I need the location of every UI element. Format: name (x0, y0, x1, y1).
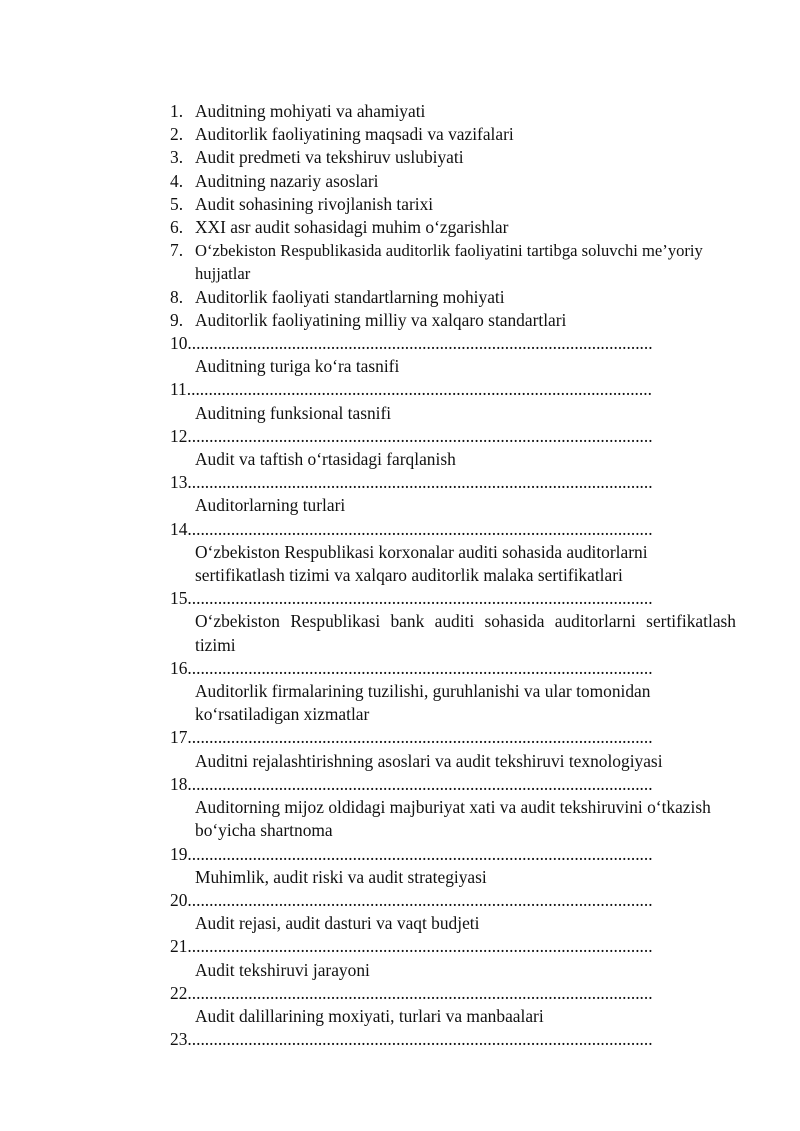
toc-leader-line (170, 425, 736, 448)
toc-leader-line (170, 935, 736, 958)
toc-entry-number: 1. (170, 101, 184, 121)
toc-entry-number: 21. (170, 936, 192, 957)
toc-entry (170, 286, 736, 309)
toc-leader-line (170, 518, 736, 541)
toc-entry-title: O‘zbekiston Respublikasi bank auditi sohasida auditorlarni sertifikatlash tizimi (195, 611, 736, 655)
toc-entry-title: Audit sohasining rivojlanish tarixi (195, 193, 434, 214)
toc-leader-dots: .......................................................................................................... (191, 889, 653, 910)
toc-entry-number: 3. (170, 147, 184, 168)
toc-entry-number: 20. (170, 889, 192, 910)
toc-leader-line (170, 982, 736, 1005)
toc-leader-line (170, 843, 736, 866)
toc-leader-line (170, 1028, 736, 1051)
toc-entry (170, 425, 736, 471)
toc-entry-number: 10. (170, 333, 192, 354)
toc-entry (170, 843, 736, 889)
toc-entry (170, 378, 736, 424)
toc-entry (170, 982, 736, 1028)
toc-entry (170, 1028, 736, 1051)
toc-entry (170, 587, 736, 657)
toc-leader-dots: .......................................................................................................... (191, 472, 653, 493)
toc-leader-line (170, 726, 736, 749)
toc-entry-title: O‘zbekiston Respublikasida auditorlik faoliyatini tartibga soluvchi me’yoriy hujjatlar (195, 241, 703, 284)
table-of-contents (170, 100, 736, 1051)
toc-entry (170, 471, 736, 517)
toc-leader-dots: .......................................................................................................... (191, 333, 653, 354)
toc-entry-number: 15. (170, 588, 192, 609)
toc-entry (170, 773, 736, 843)
toc-entry (170, 239, 736, 285)
toc-entry-number: 12. (170, 425, 192, 446)
toc-entry-title: Auditning mohiyati va ahamiyati (195, 101, 426, 121)
toc-entry-number: 22. (170, 982, 192, 1003)
toc-leader-dots: .......................................................................................................... (191, 936, 653, 957)
toc-entry (170, 935, 736, 981)
toc-entry (170, 726, 736, 772)
toc-entry-title: Auditorning mijoz oldidagi majburiyat xati va audit tekshiruvini o‘tkazish bo‘yicha shartnoma (195, 797, 711, 841)
toc-entry (170, 657, 736, 727)
toc-entry-title: Audit va taftish o‘rtasidagi farqlanish (195, 449, 456, 470)
toc-entry-title: Auditning turiga ko‘ra tasnifi (195, 356, 400, 377)
toc-leader-line (170, 378, 736, 401)
toc-leader-dots: .......................................................................................................... (191, 727, 653, 748)
toc-leader-dots: .......................................................................................................... (191, 982, 653, 1003)
toc-entry-title: Auditning funksional tasnifi (195, 402, 392, 423)
toc-entry-number: 23. (170, 1029, 192, 1050)
toc-entry-title: O‘zbekiston Respublikasi korxonalar auditi sohasida auditorlarni sertifikatlash tizimi va xalqaro auditorlik malaka sertifikatlari (195, 541, 648, 586)
toc-leader-line (170, 657, 736, 680)
toc-entry (170, 309, 736, 332)
toc-entry (170, 146, 736, 169)
toc-leader-line (170, 587, 736, 610)
toc-entry-number: 4. (170, 170, 184, 191)
toc-entry-number: 18. (170, 773, 192, 794)
toc-entry-title: Auditni rejalashtirishning asoslari va audit tekshiruvi texnologiyasi (195, 750, 663, 771)
toc-leader-dots: .......................................................................................................... (191, 425, 653, 446)
toc-entry-number: 6. (170, 217, 184, 238)
toc-entry-number: 5. (170, 193, 184, 214)
toc-entry-number: 16. (170, 657, 192, 678)
toc-leader-line (170, 471, 736, 494)
toc-entry-number: 11. (170, 379, 192, 400)
toc-entry-title: Audit tekshiruvi jarayoni (195, 959, 370, 980)
toc-entry-title: Audit predmeti va tekshiruv uslubiyati (195, 147, 464, 168)
toc-leader-line (170, 889, 736, 912)
toc-entry-title: Auditorlik firmalarining tuzilishi, guruhlanishi va ular tomonidan ko‘rsatiladigan xizmatlar (195, 681, 651, 725)
toc-entry-title: Auditorlik faoliyatining maqsadi va vazifalari (195, 124, 514, 145)
toc-entry-number: 2. (170, 124, 184, 145)
toc-leader-dots: .......................................................................................................... (191, 518, 653, 539)
toc-leader-dots: .......................................................................................................... (191, 379, 652, 400)
toc-entry (170, 518, 736, 588)
toc-entry (170, 100, 736, 123)
toc-entry-title: Audit dalillarining moxiyati, turlari va manbaalari (195, 1005, 544, 1026)
toc-entry-number: 14. (170, 518, 192, 539)
toc-leader-dots: .......................................................................................................... (191, 843, 653, 864)
toc-leader-dots: .......................................................................................................... (191, 657, 653, 678)
toc-entry-title: Auditorlik faoliyatining milliy va xalqaro standartlari (195, 309, 567, 330)
toc-entry-number: 8. (170, 286, 184, 307)
toc-entry (170, 889, 736, 935)
toc-entry-title: Audit rejasi, audit dasturi va vaqt budjeti (195, 913, 480, 934)
toc-entry (170, 216, 736, 239)
toc-entry-number: 13. (170, 472, 192, 493)
toc-entry (170, 123, 736, 146)
toc-leader-dots: .......................................................................................................... (191, 773, 653, 794)
toc-entry-number: 17. (170, 727, 192, 748)
toc-entry-title: Auditning nazariy asoslari (195, 170, 379, 191)
toc-entry-title: Muhimlik, audit riski va audit strategiyasi (195, 866, 487, 887)
toc-entry-number: 7. (170, 240, 184, 261)
toc-entry (170, 193, 736, 216)
toc-entry-number: 19. (170, 843, 192, 864)
toc-leader-line (170, 332, 736, 355)
toc-leader-dots: .......................................................................................................... (191, 588, 653, 609)
toc-entry-title: Auditorlik faoliyati standartlarning mohiyati (195, 286, 505, 307)
toc-entry-title: XXI asr audit sohasidagi muhim o‘zgarishlar (195, 217, 509, 238)
toc-leader-line (170, 773, 736, 796)
toc-entry-number: 9. (170, 309, 184, 330)
toc-leader-dots: .......................................................................................................... (191, 1029, 653, 1050)
toc-entry-title: Auditorlarning turlari (195, 495, 346, 516)
toc-entry (170, 170, 736, 193)
toc-entry (170, 332, 736, 378)
